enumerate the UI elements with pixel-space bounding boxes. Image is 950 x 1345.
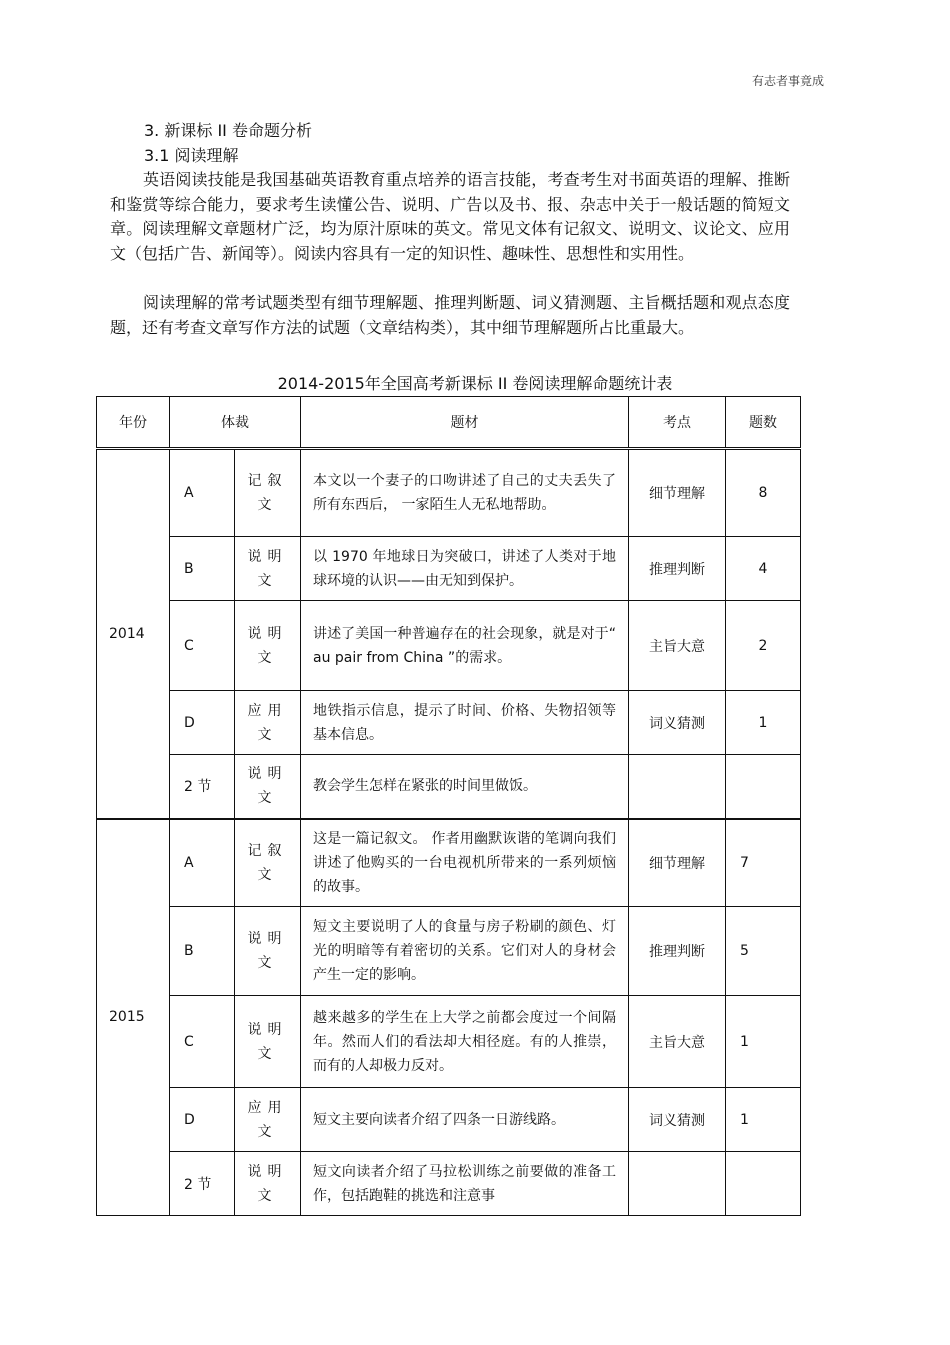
part-cell: B: [170, 537, 235, 601]
topic-cell: 讲述了美国一种普遍存在的社会现象，就是对于“ au pair from China ”的需求。: [301, 601, 629, 691]
point-cell: [629, 755, 726, 819]
count-cell: 8: [726, 449, 801, 537]
point-cell: [629, 1152, 726, 1216]
style-cell: 说明文: [235, 1152, 301, 1216]
point-cell: 主旨大意: [629, 996, 726, 1088]
topic-cell: 这是一篇记叙文。 作者用幽默诙谐的笔调向我们讲述了他购买的一台电视机所带来的一系列烦恼的故事。: [301, 819, 629, 907]
part-cell: A: [170, 819, 235, 907]
style-cell: 说明文: [235, 996, 301, 1088]
count-cell: [726, 755, 801, 819]
table-row: [97, 755, 801, 819]
paragraph-2: 阅读理解的常考试题类型有细节理解题、推理判断题、词义猜测题、主旨概括题和观点态度题，还有考查文章写作方法的试题（文章结构类），其中细节理解题所占比重最大。: [110, 293, 790, 337]
part-cell: 2 节: [170, 1152, 235, 1216]
part-cell: D: [170, 691, 235, 755]
topic-cell: 教会学生怎样在紧张的时间里做饭。: [301, 755, 629, 819]
style-cell: 说明文: [235, 907, 301, 996]
table-row: [97, 907, 801, 996]
header-motto: 有志者事竟成: [751, 74, 824, 88]
section-subtitle: 3.1 阅读理解: [144, 146, 239, 165]
topic-cell: 短文主要向读者介绍了四条一日游线路。: [301, 1088, 629, 1152]
point-cell: 推理判断: [629, 907, 726, 996]
point-cell: 词义猜测: [629, 691, 726, 755]
table-row: [97, 1152, 801, 1216]
style-cell: 说明文: [235, 755, 301, 819]
count-cell: 2: [726, 601, 801, 691]
table-row: [97, 1088, 801, 1152]
paragraph-1: 英语阅读技能是我国基础英语教育重点培养的语言技能，考查考生对书面英语的理解、推断和鉴赏等综合能力，要求考生读懂公告、说明、广告以及书、报、杂志中关于一般话题的简短文章。阅读理解文章题材广泛，均为原汁原味的英文。常见文体有记叙文、说明文、议论文、应用文（包括广告、新闻等）。阅读内容具有一定的知识性、趣味性、思想性和实用性。: [110, 170, 790, 263]
style-cell: 说明文: [235, 537, 301, 601]
table-row: [97, 996, 801, 1088]
count-cell: 7: [726, 819, 801, 907]
section-title: 3. 新课标 II 卷命题分析: [144, 121, 312, 140]
topic-cell: 短文向读者介绍了马拉松训练之前要做的准备工作，包括跑鞋的挑选和注意事: [301, 1152, 629, 1216]
count-cell: 1: [726, 996, 801, 1088]
header-genre: 体裁: [170, 397, 301, 449]
topic-cell: 短文主要说明了人的食量与房子粉刷的颜色、灯光的明暗等有着密切的关系。它们对人的身材会产生一定的影响。: [301, 907, 629, 996]
topic-cell: 本文以一个妻子的口吻讲述了自己的丈夫丢失了所有东西后， 一家陌生人无私地帮助。: [301, 449, 629, 537]
table-row: [97, 601, 801, 691]
topic-cell: 以 1970 年地球日为突破口，讲述了人类对于地球环境的认识——由无知到保护。: [301, 537, 629, 601]
reading-stats-table: [96, 396, 801, 1216]
count-cell: 1: [726, 1088, 801, 1152]
point-cell: 细节理解: [629, 819, 726, 907]
count-cell: 1: [726, 691, 801, 755]
point-cell: 推理判断: [629, 537, 726, 601]
year-cell: 2015: [97, 819, 170, 1216]
part-cell: A: [170, 449, 235, 537]
part-cell: D: [170, 1088, 235, 1152]
part-cell: B: [170, 907, 235, 996]
header-topic: 题材: [301, 397, 629, 449]
point-cell: 细节理解: [629, 449, 726, 537]
part-cell: 2 节: [170, 755, 235, 819]
topic-cell: 越来越多的学生在上大学之前都会度过一个间隔年。然而人们的看法却大相径庭。有的人推崇，而有的人却极力反对。: [301, 996, 629, 1088]
style-cell: 记叙文: [235, 819, 301, 907]
style-cell: 应用文: [235, 691, 301, 755]
point-cell: 主旨大意: [629, 601, 726, 691]
topic-cell: 地铁指示信息，提示了时间、价格、失物招领等基本信息。: [301, 691, 629, 755]
header-point: 考点: [629, 397, 726, 449]
count-cell: [726, 1152, 801, 1216]
point-cell: 词义猜测: [629, 1088, 726, 1152]
table-row: [97, 691, 801, 755]
table-row: [97, 449, 801, 537]
part-cell: C: [170, 996, 235, 1088]
table-header-row: [97, 397, 801, 449]
part-cell: C: [170, 601, 235, 691]
year-cell: 2014: [97, 449, 170, 819]
style-cell: 说明文: [235, 601, 301, 691]
style-cell: 应用文: [235, 1088, 301, 1152]
style-cell: 记叙文: [235, 449, 301, 537]
header-year: 年份: [97, 397, 170, 449]
table-row: [97, 819, 801, 907]
count-cell: 4: [726, 537, 801, 601]
table-row: [97, 537, 801, 601]
count-cell: 5: [726, 907, 801, 996]
header-count: 题数: [726, 397, 801, 449]
table-caption: 2014-2015年全国高考新课标 II 卷阅读理解命题统计表: [277, 374, 673, 393]
